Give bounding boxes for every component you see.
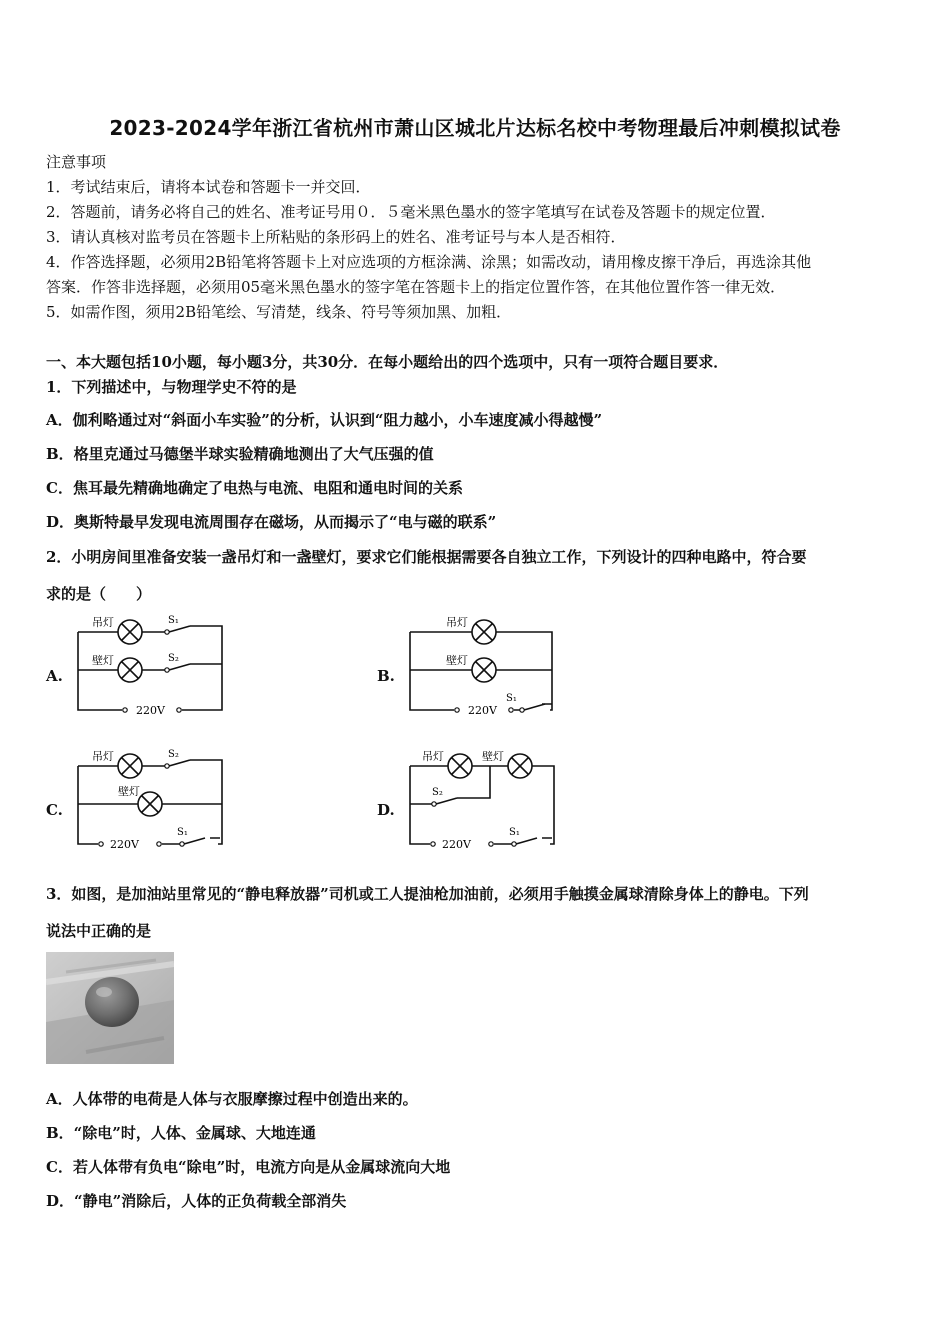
label-s2: S₂ (168, 749, 179, 760)
circuit-diagram-a (70, 612, 230, 722)
static-discharger-photo (46, 952, 174, 1064)
switch-contact (432, 802, 436, 806)
notice-item: 5．如需作图，须用2B铅笔绘、写清楚，线条、符号等须加黑、加粗． (46, 303, 512, 321)
label-s1: S₁ (168, 615, 179, 626)
question-3-option-a: A．人体带的电荷是人体与衣服摩擦过程中创造出来的。 (46, 1090, 418, 1108)
terminal (431, 842, 435, 846)
label-pendant-lamp: 吊灯 (446, 616, 468, 629)
label-s1: S₁ (177, 827, 188, 838)
terminal (177, 708, 181, 712)
circuit-diagram-d (402, 746, 562, 856)
terminal (99, 842, 103, 846)
circuit-b-letter: B. (377, 667, 395, 685)
question-3-option-d: D．“静电”消除后，人体的正负荷载全部消失 (46, 1192, 347, 1210)
switch-contact (165, 630, 169, 634)
label-s1: S₁ (509, 827, 520, 838)
switch-contact (520, 708, 524, 712)
notice-item: 3．请认真核对监考员在答题卡上所粘贴的条形码上的姓名、准考证号与本人是否相符． (46, 228, 626, 246)
circuit-a-letter: A. (46, 667, 63, 685)
question-1-option-c: C．焦耳最先精确地确定了电热与电流、电阻和通电时间的关系 (46, 479, 463, 497)
terminal (455, 708, 459, 712)
label-voltage: 220V (136, 704, 165, 717)
switch-contact (165, 668, 169, 672)
label-pendant-lamp: 吊灯 (422, 750, 444, 763)
question-1-stem: 1．下列描述中，与物理学史不符的是 (46, 378, 297, 396)
page-title: 2023-2024学年浙江省杭州市萧山区城北片达标名校中考物理最后冲刺模拟试卷 (109, 116, 841, 140)
section-heading: 一、本大题包括10小题，每小题3分，共30分．在每小题给出的四个选项中，只有一项符合题目要求． (46, 353, 729, 371)
question-2-stem-cont: 求的是（ ） (46, 585, 152, 603)
notice-item: 答案．作答非选择题，必须用05毫米黑色墨水的签字笔在答题卡上的指定位置作答，在其他位置作答一律无效． (46, 278, 786, 296)
terminal (157, 842, 161, 846)
terminal (123, 708, 127, 712)
switch-contact (165, 764, 169, 768)
question-3-stem-cont: 说法中正确的是 (46, 922, 152, 940)
label-s2: S₂ (168, 653, 179, 664)
notice-heading: 注意事项 (46, 153, 107, 171)
circuit-diagram-c (70, 746, 230, 856)
question-1-option-d: D．奥斯特最早发现电流周围存在磁场，从而揭示了“电与磁的联系” (46, 513, 497, 531)
notice-item: 1．考试结束后，请将本试卷和答题卡一并交回． (46, 178, 371, 196)
question-1-option-a: A．伽利略通过对“斜面小车实验”的分析，认识到“阻力越小，小车速度减小得越慢” (46, 411, 603, 429)
label-s1: S₁ (506, 693, 517, 704)
question-1-option-b: B．格里克通过马德堡半球实验精确地测出了大气压强的值 (46, 445, 434, 463)
label-pendant-lamp: 吊灯 (92, 750, 114, 763)
notice-item: 2．答题前，请务必将自己的姓名、准考证号用０．５毫米黑色墨水的签字笔填写在试卷及答题卡的规定位置． (46, 203, 776, 221)
label-pendant-lamp: 吊灯 (92, 616, 114, 629)
label-wall-lamp: 壁灯 (92, 654, 114, 667)
label-voltage: 220V (110, 838, 139, 851)
switch-contact (180, 842, 184, 846)
circuit-d-letter: D. (377, 801, 395, 819)
switch-contact (512, 842, 516, 846)
label-voltage: 220V (468, 704, 497, 717)
question-2-stem: 2．小明房间里准备安装一盏吊灯和一盏壁灯，要求它们能根据需要各自独立工作，下列设计的四种电路中，符合要 (46, 548, 807, 566)
notice-item: 4．作答选择题，必须用2B铅笔将答题卡上对应选项的方框涂满、涂黑；如需改动，请用橡皮擦干净后，再选涂其他 (46, 253, 812, 271)
label-wall-lamp: 壁灯 (482, 750, 504, 763)
circuit-c-letter: C. (46, 801, 63, 819)
label-voltage: 220V (442, 838, 471, 851)
label-s2: S₂ (432, 787, 443, 798)
question-3-option-b: B．“除电”时，人体、金属球、大地连通 (46, 1124, 316, 1142)
circuit-diagram-b (402, 612, 562, 722)
question-3-option-c: C．若人体带有负电“除电”时，电流方向是从金属球流向大地 (46, 1158, 451, 1176)
question-3-stem: 3．如图，是加油站里常见的“静电释放器”司机或工人提油枪加油前，必须用手触摸金属球清除身体上的静电。下列 (46, 885, 809, 903)
terminal (509, 708, 513, 712)
label-wall-lamp: 壁灯 (118, 785, 140, 798)
label-wall-lamp: 壁灯 (446, 654, 468, 667)
terminal (489, 842, 493, 846)
